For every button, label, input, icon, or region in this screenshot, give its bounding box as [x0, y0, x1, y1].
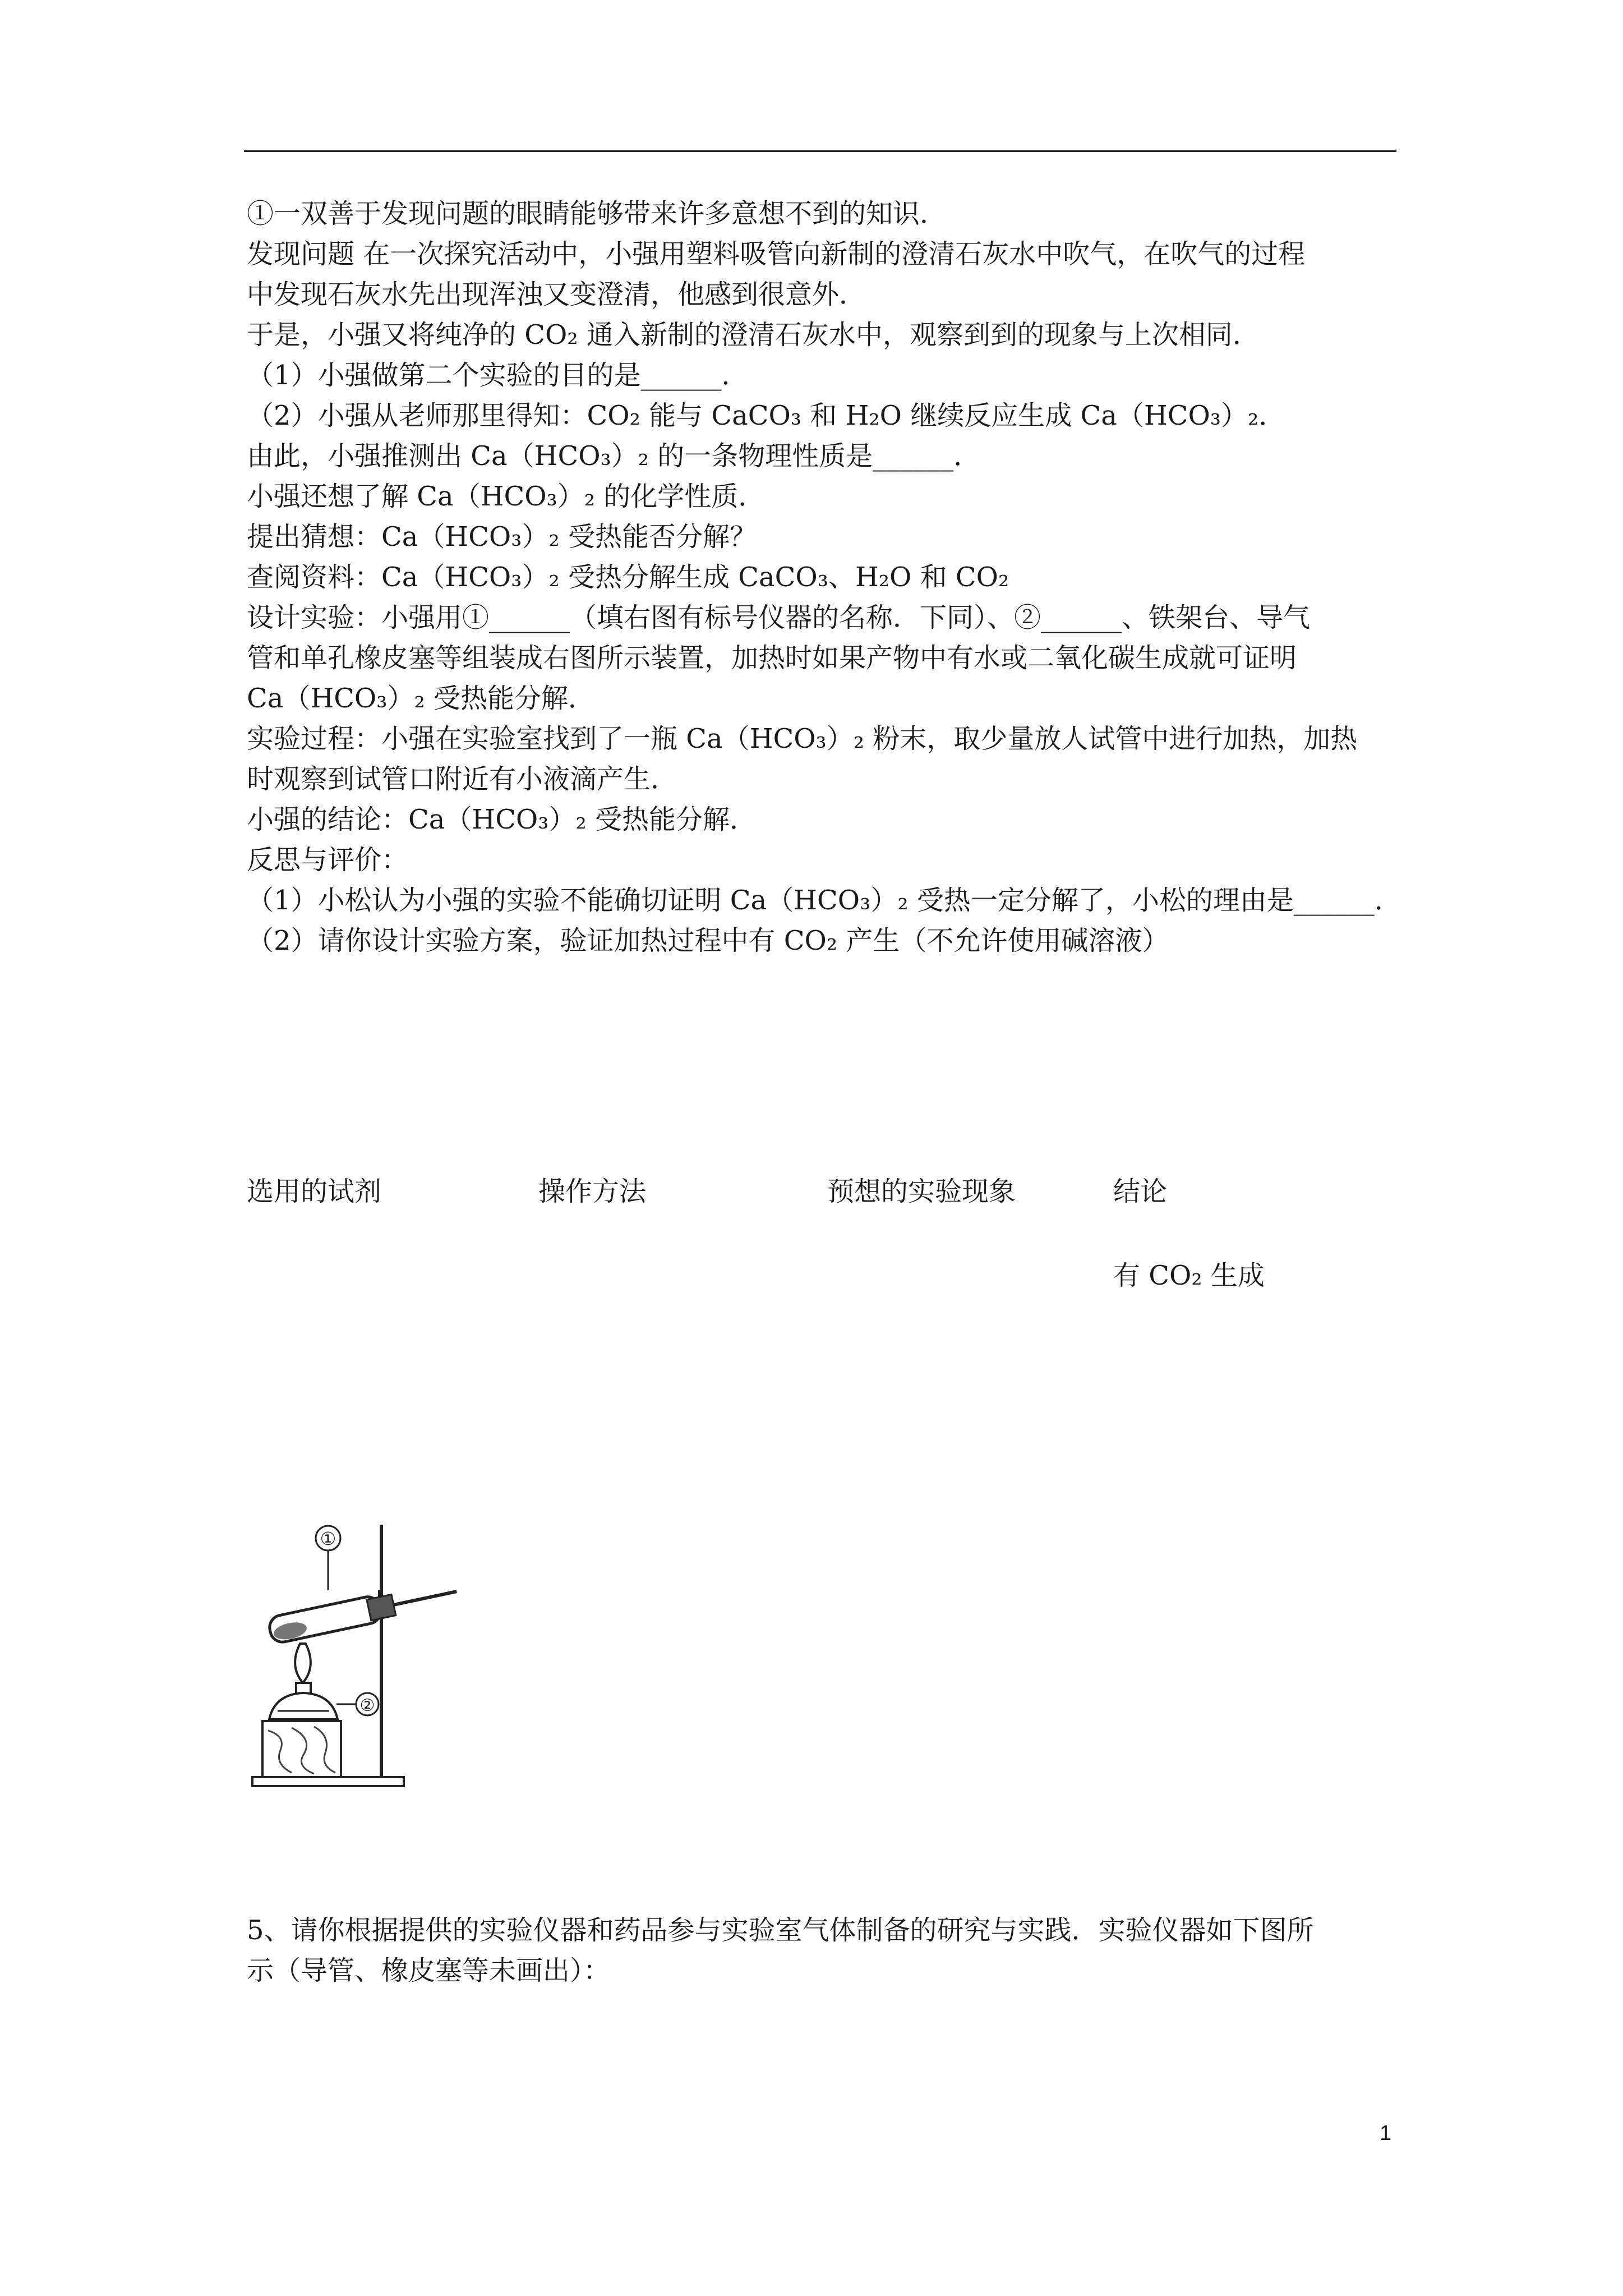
apparatus-drawing	[247, 1515, 482, 1806]
rubber-stopper	[367, 1594, 396, 1621]
stand-base	[252, 1777, 404, 1786]
q5-line-1: 5、请你根据提供的实验仪器和药品参与实验室气体制备的研究与实践．实验仪器如下图所	[247, 1915, 1314, 1946]
delivery-tube	[394, 1591, 457, 1605]
flame	[295, 1644, 311, 1683]
text-line: 设计实验：小强用①______（填右图有标号仪器的名称．下同）、②______、铁架台、导气	[247, 602, 1311, 633]
label-2: ②	[359, 1696, 375, 1715]
experiment-table-header	[247, 1170, 1402, 1209]
page-number: 1	[1380, 2122, 1392, 2145]
text-line: 管和单孔橡皮塞等组装成右图所示装置，加热时如果产物中有水或二氧化碳生成就可证明	[247, 642, 1297, 674]
text-line: 实验过程：小强在实验室找到了一瓶 Ca（HCO₃）₂ 粉末，取少量放人试管中进行加热，加热	[247, 723, 1358, 754]
header-rule	[244, 150, 1396, 152]
question-5	[247, 1913, 1402, 1994]
text-line: 发现问题 在一次探究活动中，小强用塑料吸管向新制的澄清石灰水中吹气，在吹气的过程	[247, 238, 1306, 270]
header-conclusion: 结论	[1113, 1176, 1168, 1207]
label-1: ①	[320, 1528, 336, 1549]
text-line: 中发现石灰水先出现浑浊又变澄清，他感到很意外．	[247, 279, 866, 310]
text-line: 于是，小强又将纯净的 CO₂ 通入新制的澄清石灰水中，观察到到的现象与上次相同．	[247, 319, 1260, 351]
body-text	[247, 196, 1402, 964]
header-phenomenon: 预想的实验现象	[827, 1176, 1016, 1207]
header-method: 操作方法	[538, 1176, 647, 1207]
text-line: （2）请你设计实验方案，验证加热过程中有 CO₂ 产生（不允许使用碱溶液）	[247, 925, 1169, 956]
text-line: 反思与评价：	[247, 844, 409, 876]
text-line: 小强的结论：Ca（HCO₃）₂ 受热能分解．	[247, 804, 757, 835]
text-line: （1）小强做第二个实验的目的是______．	[247, 360, 749, 391]
header-reagent: 选用的试剂	[247, 1176, 382, 1207]
text-line: ①一双善于发现问题的眼睛能够带来许多意想不到的知识．	[247, 198, 947, 229]
alcohol-lamp	[269, 1693, 338, 1719]
text-line: （2）小强从老师那里得知：CO₂ 能与 CaCO₃ 和 H₂O 继续反应生成 Ca（HCO₃）₂．	[247, 400, 1286, 431]
text-line: 由此，小强推测出 Ca（HCO₃）₂ 的一条物理性质是______．	[247, 440, 981, 472]
apparatus-figure	[247, 1515, 482, 1806]
text-line: Ca（HCO₃）₂ 受热能分解．	[247, 683, 596, 714]
text-line: （1）小松认为小强的实验不能确切证明 Ca（HCO₃）₂ 受热一定分解了，小松的理由是______．	[247, 885, 1401, 916]
text-line: 提出猜想：Ca（HCO₃）₂ 受热能否分解？	[247, 521, 757, 553]
q5-line-2: 示（导管、橡皮塞等未画出）：	[247, 1955, 611, 1986]
text-line: 时观察到试管口附近有小液滴产生．	[247, 763, 678, 795]
text-line: 小强还想了解 Ca（HCO₃）₂ 的化学性质．	[247, 481, 766, 512]
conclusion-cell: 有 CO₂ 生成	[1113, 1260, 1265, 1291]
text-line: 查阅资料：Ca（HCO₃）₂ 受热分解生成 CaCO₃、H₂O 和 CO₂	[247, 562, 1009, 593]
